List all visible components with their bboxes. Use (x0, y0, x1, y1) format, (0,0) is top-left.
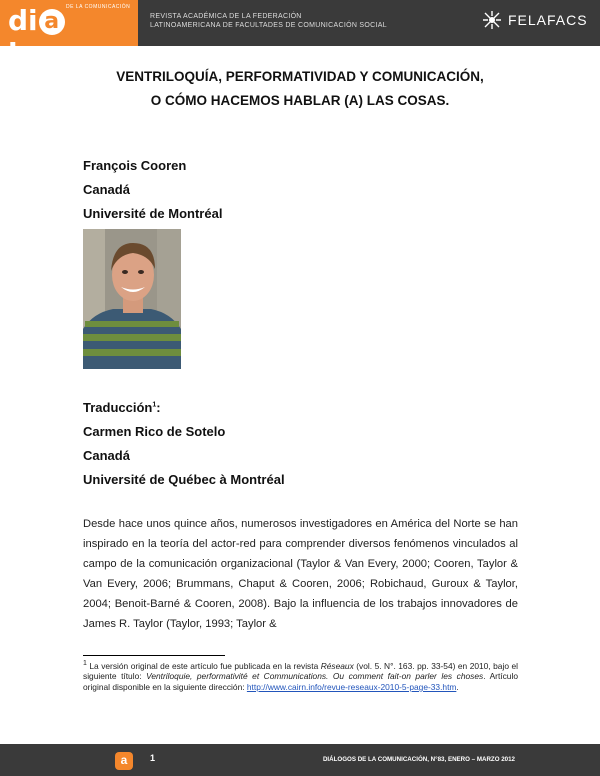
article-title-line-1: VENTRILOQUÍA, PERFORMATIVIDAD Y COMUNICACIÓN, (116, 69, 484, 84)
logo-a-icon: a (39, 9, 65, 35)
translation-footnote-mark[interactable]: 1 (152, 401, 157, 409)
footnote: $^1$ La versión original de este artículo fue publicada en la revista Réseaux (vol. 5. N°. 163. pp. 33-54) en 2010, bajo el siguiente título: Ventriloquie, performativité et Communications. Ou comment fait-on parler les choses. Artículo original disponible en la siguiente dirección: http://www.cairn.info/revue-reseaux-2010-5-page-33.htm. (83, 660, 518, 692)
dialogos-logo[interactable] (0, 0, 138, 70)
body-paragraph: Desde hace unos quince años, numerosos investigadores en América del Norte se han inspirado en la teoría del actor-red para comprender diversos fenómenos vinculados al campo de la comunicación organizacional (Taylor & Van Every, 2000; Cooren, Taylor & Van Every, 2006; Brummans, Chaput & Cooren, 2006; Robichaud, Guroux & Taylor, 2004; Benoit-Barné & Cooren, 2008). Bajo la influencia de los trabajos innovadores de James R. Taylor (Taylor, 1993; Taylor & (83, 518, 518, 630)
translator-university: Université de Québec à Montréal (83, 472, 285, 487)
translator-name: Carmen Rico de Sotelo (83, 424, 226, 439)
author-country: Canadá (83, 182, 130, 197)
page-number: 1 (150, 753, 156, 763)
logo-subtitle: DE LA COMUNICACIÓN (66, 4, 131, 10)
author-photo (83, 229, 181, 369)
footnote-mark: 1 (83, 660, 87, 667)
footnote-link[interactable]: http://www.cairn.info/revue-reseaux-2010-5-page-33.htm (246, 681, 457, 692)
felafacs-emblem-icon (482, 10, 502, 30)
footnote-divider (83, 655, 225, 656)
journal-line-1: REVISTA ACADÉMICA DE LA FEDERACIÓN (150, 13, 302, 20)
footer-journal-info: DIÁLOGOS DE LA COMUNICACIÓN, N°83, ENERO – MARZO 2012 (322, 756, 515, 763)
article-title-line-2: O CÓMO HACEMOS HABLAR (A) LAS COSAS. (150, 93, 450, 108)
author-name: François Cooren (83, 158, 187, 173)
felafacs-logo[interactable] (482, 10, 588, 34)
logo-wordmark: di alogos (8, 4, 93, 70)
journal-description (150, 12, 387, 30)
author-portrait-image (83, 229, 181, 369)
page-header (0, 0, 600, 70)
journal-line-2: LATINOAMERICANA DE FACULTADES DE COMUNICACIÓN SOCIAL (150, 22, 387, 29)
translator-country: Canadá (83, 448, 130, 463)
author-university: Université de Montréal (83, 206, 223, 221)
felafacs-label: FELAFACS (508, 12, 588, 28)
footer-logo-icon: a (115, 752, 133, 770)
translation-heading: Traducción$^1$: (83, 400, 161, 415)
